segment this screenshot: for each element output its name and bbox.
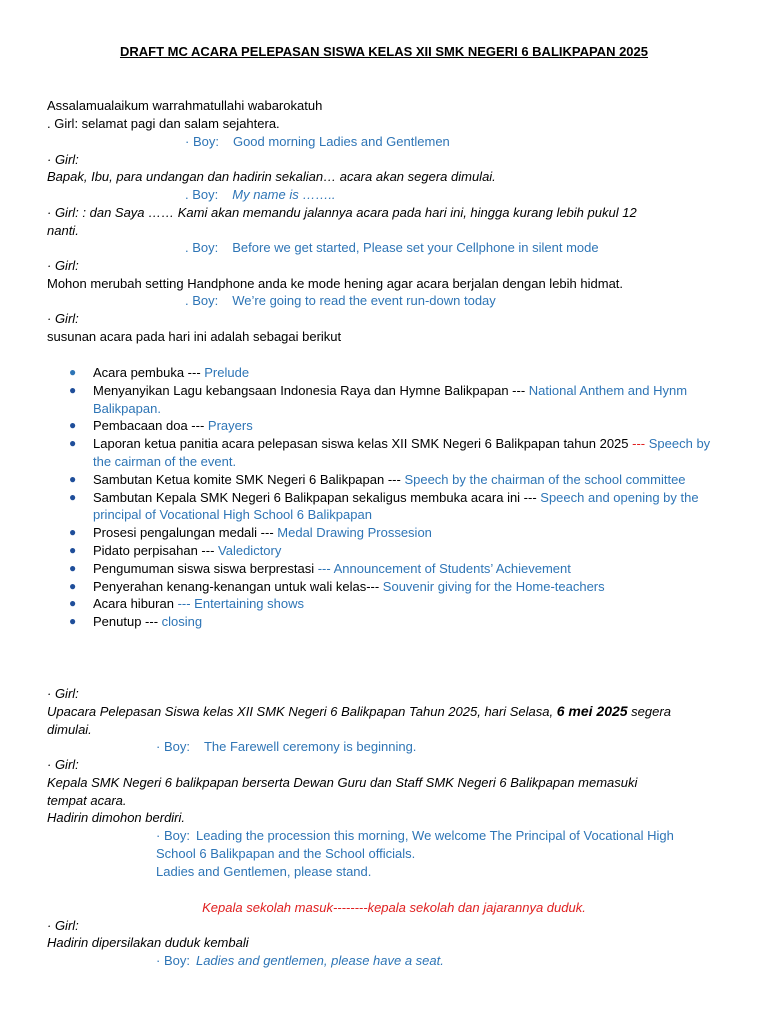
bullet-icon: ● xyxy=(69,365,77,379)
rundown-item xyxy=(0,524,768,542)
rundown-item-english: closing xyxy=(161,614,203,630)
ceremony-date: 6 mei 2025 xyxy=(556,703,628,719)
boy-procession-line-cont: School 6 Balikpapan and the School officials. xyxy=(156,846,416,861)
girl-introduction-line: · Girl: : dan Saya …… Kami akan memandu jalannya acara pada hari ini, hingga kurang lebih pukul 12 xyxy=(47,205,637,220)
rundown-list xyxy=(0,364,768,631)
rundown-item-english: Speech by the cairman of the event. xyxy=(93,436,711,469)
rundown-item xyxy=(0,471,768,489)
rundown-item-english: --- Announcement of Students’ Achievement xyxy=(317,560,571,576)
ceremony-text: Upacara Pelepasan Siswa kelas XII SMK Negeri 6 Balikpapan Tahun 2025, hari Selasa, xyxy=(47,704,557,719)
bullet-icon: ● xyxy=(69,614,77,629)
document-title: DRAFT MC ACARA PELEPASAN SISWA KELAS XII SMK NEGERI 6 BALIKPAPAN 2025 xyxy=(119,44,648,59)
girl-speaker-label: · Girl: xyxy=(47,258,79,273)
bullet-icon: ● xyxy=(69,542,77,557)
rundown-item-english: Medal Drawing Prossesion xyxy=(277,525,432,541)
rundown-intro-line: susunan acara pada hari ini adalah sebagai berikut xyxy=(47,329,342,344)
greeting-line: Assalamualaikum warrahmatullahi wabarokatuh xyxy=(47,98,323,113)
rundown-item-english: Prayers xyxy=(207,418,253,434)
rundown-item-indonesian: Pembacaan doa --- xyxy=(93,418,208,434)
girl-handphone-line: Mohon merubah setting Handphone anda ke mode hening agar acara berjalan dengan lebih hidmat. xyxy=(47,276,624,291)
rundown-item-indonesian: Penutup --- xyxy=(93,614,162,630)
english-text: We’re going to read the event run-down today xyxy=(232,293,496,308)
rundown-item xyxy=(0,364,768,382)
boy-stand-line: Ladies and Gentlemen, please stand. xyxy=(156,864,372,879)
speaker-label: . Boy: xyxy=(185,293,219,308)
bullet-icon: ● xyxy=(69,471,77,486)
speaker-label: · Boy: xyxy=(156,739,190,754)
girl-seat-line: Hadirin dipersilakan duduk kembali xyxy=(47,935,249,950)
boy-name-line xyxy=(185,186,728,204)
rundown-item-indonesian: Laporan ketua panitia acara pelepasan siswa kelas XII SMK Negeri 6 Balikpapan tahun 2025 xyxy=(93,436,633,452)
girl-ceremony-line-cont: dimulai. xyxy=(47,722,92,737)
rundown-item xyxy=(0,489,768,525)
bullet-icon: ● xyxy=(69,560,77,575)
girl-speaker-label: · Girl: xyxy=(47,757,79,772)
stage-note: Kepala sekolah masuk--------kepala sekolah dan jajarannya duduk. xyxy=(202,900,586,915)
rundown-item-english: Speech by the chairman of the school committee xyxy=(404,471,686,487)
speaker-label: · Boy: xyxy=(185,134,219,149)
boy-morning-line xyxy=(185,133,728,151)
english-text: Leading the procession this morning, We welcome The Principal of Vocational High xyxy=(195,828,674,843)
rundown-item-indonesian: Sambutan Ketua komite SMK Negeri 6 Balikpapan --- xyxy=(93,471,405,487)
girl-morning-line: . Girl: selamat pagi dan salam sejahtera. xyxy=(47,116,280,131)
english-text: Before we get started, Please set your Cellphone in silent mode xyxy=(232,240,599,255)
rundown-item-indonesian: Menyanyikan Lagu kebangsaan Indonesia Raya dan Hymne Balikpapan --- xyxy=(93,382,529,398)
rundown-item-english: Valedictory xyxy=(218,542,282,558)
rundown-item-english: --- Entertaining shows xyxy=(177,596,305,612)
rundown-item-indonesian: Acara pembuka --- xyxy=(93,365,205,380)
girl-introduction-line-cont: nanti. xyxy=(47,223,79,238)
rundown-item xyxy=(0,417,768,435)
boy-cellphone-line xyxy=(185,239,728,257)
rundown-item-separator: --- xyxy=(632,436,646,452)
english-text: The Farewell ceremony is beginning. xyxy=(203,739,417,754)
girl-procession-line: Kepala SMK Negeri 6 balikpapan berserta Dewan Guru dan Staff SMK Negeri 6 Balikpapan memasuki xyxy=(47,775,638,790)
rundown-item-indonesian: Acara hiburan xyxy=(93,596,178,612)
boy-procession-line xyxy=(156,827,728,845)
girl-speaker-label: · Girl: xyxy=(47,918,79,933)
girl-opening-line: Bapak, Ibu, para undangan dan hadirin sekalian… acara akan segera dimulai. xyxy=(47,169,496,184)
speaker-label: · Boy: xyxy=(156,953,190,968)
english-text: My name is …….. xyxy=(232,187,336,202)
rundown-item-indonesian: Pidato perpisahan --- xyxy=(93,542,219,558)
speaker-label: . Boy: xyxy=(185,240,219,255)
rundown-item-indonesian: Sambutan Kepala SMK Negeri 6 Balikpapan sekaligus membuka acara ini --- xyxy=(93,489,541,505)
bullet-icon: ● xyxy=(69,578,77,593)
speaker-label: · Boy: xyxy=(156,828,190,843)
rundown-item-english: Souvenir giving for the Home-teachers xyxy=(382,578,605,594)
speaker-label: . Boy: xyxy=(185,187,219,202)
bullet-icon: ● xyxy=(69,436,77,451)
girl-speaker-label: · Girl: xyxy=(47,311,79,326)
rundown-item-indonesian: Pengumuman siswa siswa berprestasi xyxy=(93,560,318,576)
girl-procession-line-cont: tempat acara. xyxy=(47,793,127,808)
rundown-item xyxy=(0,613,768,631)
rundown-item xyxy=(0,578,768,596)
boy-seat-line xyxy=(156,952,728,970)
english-text: Good morning Ladies and Gentlemen xyxy=(232,134,450,149)
bullet-icon: ● xyxy=(69,489,77,504)
rundown-item xyxy=(0,560,768,578)
rundown-item-indonesian: Penyerahan kenang-kenangan untuk wali kelas--- xyxy=(93,578,383,594)
rundown-item xyxy=(0,382,768,418)
rundown-item xyxy=(0,595,768,613)
rundown-item-english: Prelude xyxy=(204,365,250,380)
ceremony-text: segera xyxy=(627,704,671,719)
bullet-icon: ● xyxy=(69,418,77,433)
girl-ceremony-line xyxy=(47,703,728,721)
girl-stand-line: Hadirin dimohon berdiri. xyxy=(47,810,186,825)
rundown-item-english: Speech and opening by the principal of Vocational High School 6 Balikpapan xyxy=(93,489,699,523)
bullet-icon: ● xyxy=(69,596,77,611)
girl-speaker-label: · Girl: xyxy=(47,152,79,167)
boy-farewell-line xyxy=(156,738,728,756)
girl-speaker-label: · Girl: xyxy=(47,686,79,701)
boy-rundown-line xyxy=(185,292,728,310)
english-text: Ladies and gentlemen, please have a seat. xyxy=(195,953,444,968)
bullet-icon: ● xyxy=(69,382,77,397)
rundown-item xyxy=(0,542,768,560)
rundown-item-indonesian: Prosesi pengalungan medali --- xyxy=(93,525,278,541)
rundown-item xyxy=(0,435,768,471)
bullet-icon: ● xyxy=(69,525,77,540)
rundown-item-english: National Anthem and Hynm Balikpapan. xyxy=(93,382,688,416)
